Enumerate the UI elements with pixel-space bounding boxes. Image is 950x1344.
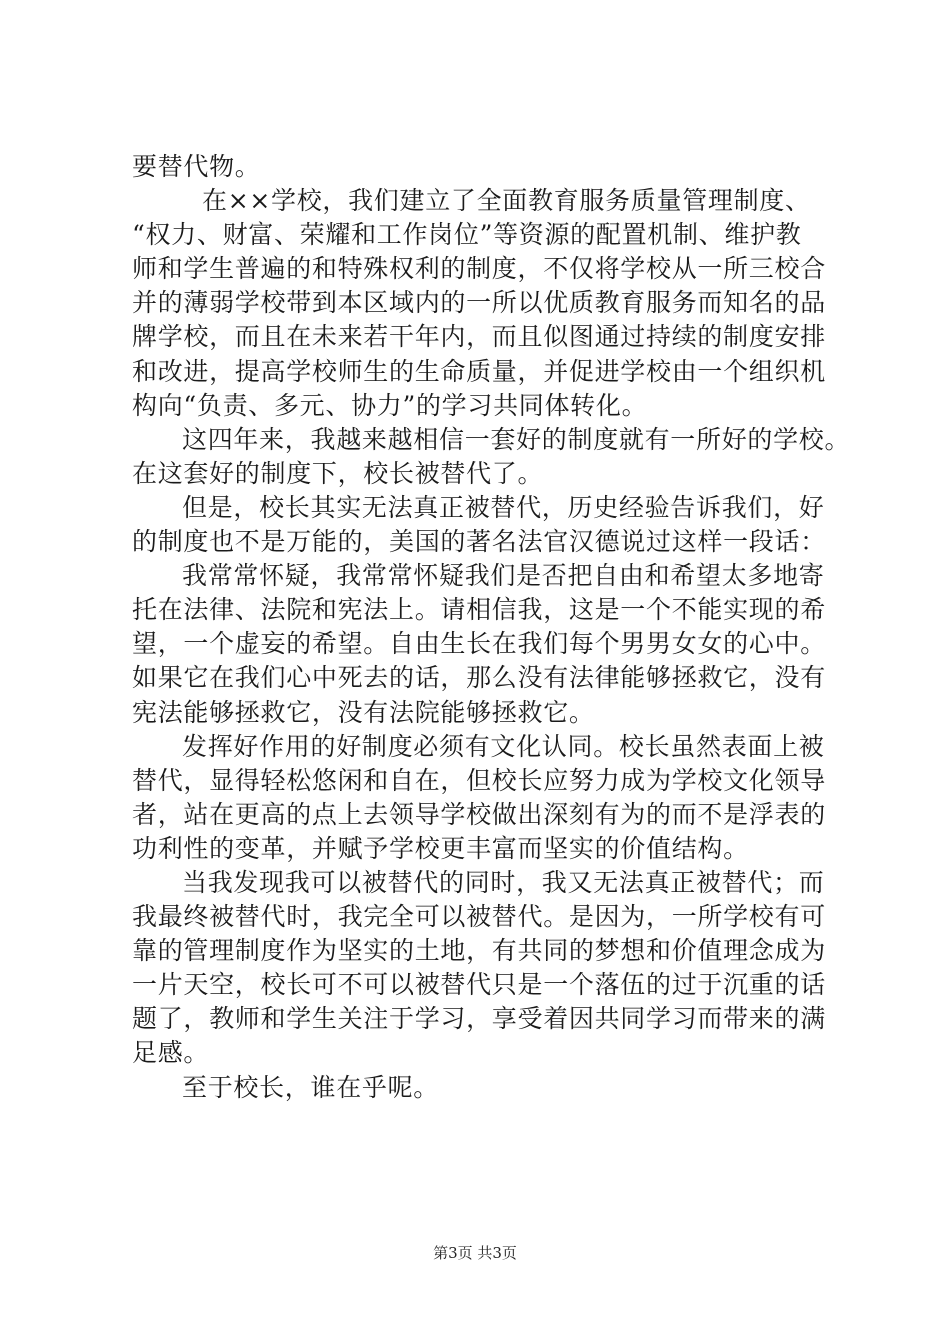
- page-number-footer: 第3页 共3页: [433, 1244, 517, 1262]
- text-line: 的制度也不是万能的，美国的著名法官汉德说过这样一段话：: [132, 527, 826, 557]
- text-line: 并的薄弱学校带到本区域内的一所以优质教育服务而知名的品: [132, 288, 826, 318]
- text-line: 者，站在更高的点上去领导学校做出深刻有为的而不是浮表的: [132, 799, 826, 829]
- paragraph-start: 发挥好作用的好制度必须有文化认同。校长虽然表面上被: [182, 731, 825, 761]
- text-line: 功利性的变革，并赋予学校更丰富而坚实的价值结构。: [132, 833, 749, 863]
- paragraph-start: 当我发现我可以被替代的同时，我又无法真正被替代；而: [182, 867, 825, 897]
- paragraph-start: 在××学校，我们建立了全面教育服务质量管理制度、: [202, 186, 811, 216]
- quote-line: 如果它在我们心中死去的话，那么没有法律能够拯救它，没有: [132, 663, 826, 693]
- paragraph-start: 但是，校长其实无法真正被替代，历史经验告诉我们，好: [182, 492, 825, 522]
- quote-start: 我常常怀疑，我常常怀疑我们是否把自由和希望太多地寄: [182, 561, 825, 591]
- text-line: 我最终被替代时，我完全可以被替代。是因为，一所学校有可: [132, 902, 826, 932]
- text-line: 足感。: [132, 1038, 210, 1068]
- document-body: [132, 150, 851, 1105]
- text-line: 和改进，提高学校师生的生命质量，并促进学校由一个组织机: [132, 356, 826, 386]
- paragraph-start: 至于校长，谁在乎呢。: [182, 1072, 440, 1102]
- text-line: 在这套好的制度下，校长被替代了。: [132, 458, 544, 488]
- text-line: 师和学生普遍的和特殊权利的制度，不仅将学校从一所三校合: [132, 254, 826, 284]
- text-line: 一片天空，校长可不可以被替代只是一个落伍的过于沉重的话: [132, 970, 826, 1000]
- text-line: 要替代物。: [132, 152, 261, 181]
- text-line: 题了，教师和学生关注于学习，享受着因共同学习而带来的满: [132, 1004, 826, 1034]
- text-line: 牌学校，而且在未来若干年内，而且似图通过持续的制度安排: [132, 322, 826, 352]
- text-line: 构向“负责、多元、协力”的学习共同体转化。: [132, 390, 648, 420]
- text-line: “权力、财富、荣耀和工作岗位”等资源的配置机制、维护教: [132, 220, 802, 250]
- quote-line: 托在法律、法院和宪法上。请相信我，这是一个不能实现的希: [132, 595, 826, 625]
- quote-line: 宪法能够拯救它，没有法院能够拯救它。: [132, 697, 595, 727]
- paragraph-start: 这四年来，我越来越相信一套好的制度就有一所好的学校。: [182, 424, 851, 454]
- text-line: 替代，显得轻松悠闲和自在，但校长应努力成为学校文化领导: [132, 765, 826, 795]
- text-line: 靠的管理制度作为坚实的土地，有共同的梦想和价值理念成为: [132, 936, 826, 966]
- quote-line: 望，一个虚妄的希望。自由生长在我们每个男男女女的心中。: [132, 629, 826, 659]
